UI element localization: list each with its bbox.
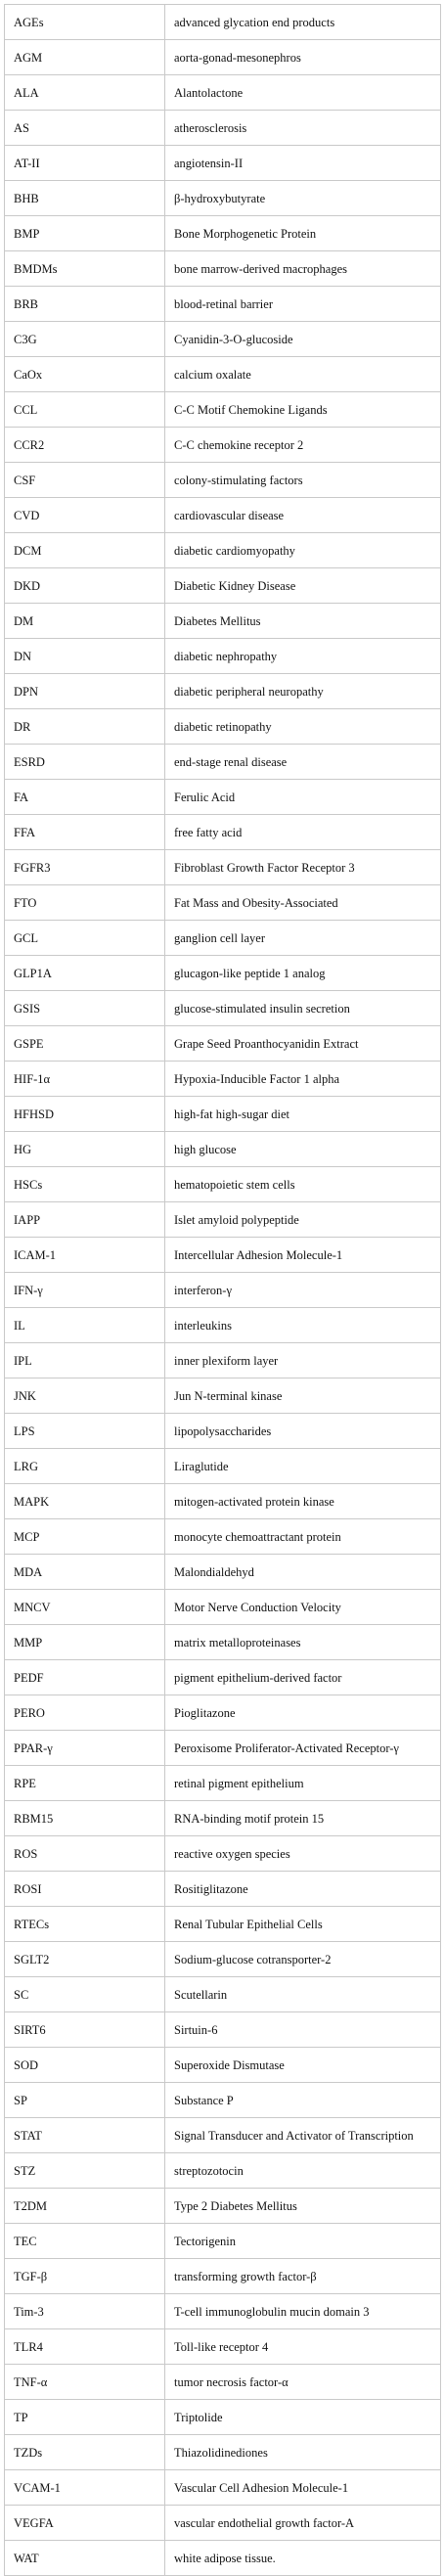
table-row [5,2118,441,2153]
table-row [5,2189,441,2224]
abbreviation-cell: AS [5,111,165,146]
definition-cell: free fatty acid [165,815,441,850]
definition-cell: C-C Motif Chemokine Ligands [165,392,441,428]
definition-cell: Sirtuin-6 [165,2012,441,2048]
abbreviation-cell: GCL [5,921,165,956]
abbreviation-cell: IFN-γ [5,1273,165,1308]
definition-cell: Malondialdehyd [165,1555,441,1590]
abbreviation-cell: SP [5,2083,165,2118]
table-row [5,604,441,639]
definition-cell: white adipose tissue. [165,2541,441,2576]
table-row [5,956,441,991]
abbreviation-cell: DN [5,639,165,674]
definition-cell: glucose-stimulated insulin secretion [165,991,441,1026]
definition-cell: high glucose [165,1132,441,1167]
abbreviation-table-container [4,4,440,2576]
abbreviation-cell: ALA [5,75,165,111]
definition-cell: inner plexiform layer [165,1343,441,1378]
table-row [5,850,441,885]
abbreviation-cell: TEC [5,2224,165,2259]
table-row [5,2435,441,2470]
table-row [5,2365,441,2400]
definition-cell: Substance P [165,2083,441,2118]
table-row [5,1378,441,1414]
abbreviation-cell: AGM [5,40,165,75]
definition-cell: Islet amyloid polypeptide [165,1202,441,1238]
abbreviation-cell: BMDMs [5,251,165,287]
abbreviation-table [4,4,441,2576]
table-row [5,1308,441,1343]
abbreviation-cell: MNCV [5,1590,165,1625]
abbreviation-cell: BHB [5,181,165,216]
abbreviation-cell: HG [5,1132,165,1167]
table-row [5,498,441,533]
abbreviation-cell: MMP [5,1625,165,1660]
table-row [5,1766,441,1801]
table-row [5,1625,441,1660]
definition-cell: pigment epithelium-derived factor [165,1660,441,1695]
definition-cell: Ferulic Acid [165,780,441,815]
definition-cell: Intercellular Adhesion Molecule-1 [165,1238,441,1273]
definition-cell: C-C chemokine receptor 2 [165,428,441,463]
definition-cell: interferon-γ [165,1273,441,1308]
table-row [5,991,441,1026]
definition-cell: Renal Tubular Epithelial Cells [165,1907,441,1942]
definition-cell: hematopoietic stem cells [165,1167,441,1202]
abbreviation-cell: BMP [5,216,165,251]
definition-cell: monocyte chemoattractant protein [165,1519,441,1555]
abbreviation-cell: WAT [5,2541,165,2576]
abbreviation-cell: TP [5,2400,165,2435]
table-row [5,1872,441,1907]
table-row [5,322,441,357]
definition-cell: tumor necrosis factor-α [165,2365,441,2400]
table-row [5,1167,441,1202]
definition-cell: Rositiglitazone [165,1872,441,1907]
definition-cell: Sodium-glucose cotransporter-2 [165,1942,441,1977]
table-row [5,639,441,674]
definition-cell: Scutellarin [165,1977,441,2012]
table-row [5,1695,441,1731]
table-row [5,2541,441,2576]
definition-cell: Alantolactone [165,75,441,111]
definition-cell: Liraglutide [165,1449,441,1484]
table-row [5,2153,441,2189]
table-row [5,780,441,815]
table-row [5,1026,441,1062]
definition-cell: RNA-binding motif protein 15 [165,1801,441,1836]
definition-cell: Hypoxia-Inducible Factor 1 alpha [165,1062,441,1097]
table-row [5,1907,441,1942]
definition-cell: Grape Seed Proanthocyanidin Extract [165,1026,441,1062]
definition-cell: retinal pigment epithelium [165,1766,441,1801]
definition-cell: ganglion cell layer [165,921,441,956]
abbreviation-cell: TNF-α [5,2365,165,2400]
abbreviation-cell: FA [5,780,165,815]
definition-cell: Fibroblast Growth Factor Receptor 3 [165,850,441,885]
abbreviation-cell: CCL [5,392,165,428]
table-row [5,533,441,568]
table-row [5,216,441,251]
table-row [5,1731,441,1766]
definition-cell: Pioglitazone [165,1695,441,1731]
definition-cell: Jun N-terminal kinase [165,1378,441,1414]
abbreviation-cell: CVD [5,498,165,533]
abbreviation-table-body [5,5,441,2576]
abbreviation-cell: ESRD [5,745,165,780]
definition-cell: Bone Morphogenetic Protein [165,216,441,251]
definition-cell: atherosclerosis [165,111,441,146]
abbreviation-cell: GSPE [5,1026,165,1062]
definition-cell: diabetic retinopathy [165,709,441,745]
table-row [5,745,441,780]
abbreviation-cell: PEDF [5,1660,165,1695]
definition-cell: end-stage renal disease [165,745,441,780]
table-row [5,1836,441,1872]
definition-cell: aorta-gonad-mesonephros [165,40,441,75]
table-row [5,357,441,392]
table-row [5,2329,441,2365]
definition-cell: Cyanidin-3-O-glucoside [165,322,441,357]
table-row [5,1449,441,1484]
definition-cell: Peroxisome Proliferator-Activated Receptor-γ [165,1731,441,1766]
abbreviation-cell: TLR4 [5,2329,165,2365]
definition-cell: blood-retinal barrier [165,287,441,322]
table-row [5,2470,441,2506]
abbreviation-cell: SOD [5,2048,165,2083]
abbreviation-cell: MCP [5,1519,165,1555]
definition-cell: diabetic cardiomyopathy [165,533,441,568]
definition-cell: bone marrow-derived macrophages [165,251,441,287]
abbreviation-cell: CSF [5,463,165,498]
table-row [5,40,441,75]
definition-cell: colony-stimulating factors [165,463,441,498]
abbreviation-cell: MDA [5,1555,165,1590]
abbreviation-cell: RBM15 [5,1801,165,1836]
definition-cell: calcium oxalate [165,357,441,392]
abbreviation-cell: DCM [5,533,165,568]
table-row [5,885,441,921]
abbreviation-cell: HSCs [5,1167,165,1202]
definition-cell: angiotensin-II [165,146,441,181]
definition-cell: lipopolysaccharides [165,1414,441,1449]
abbreviation-cell: DKD [5,568,165,604]
definition-cell: reactive oxygen species [165,1836,441,1872]
definition-cell: transforming growth factor-β [165,2259,441,2294]
abbreviation-cell: FTO [5,885,165,921]
abbreviation-cell: GLP1A [5,956,165,991]
definition-cell: diabetic peripheral neuropathy [165,674,441,709]
abbreviation-cell: VCAM-1 [5,2470,165,2506]
table-row [5,463,441,498]
table-row [5,709,441,745]
abbreviation-cell: DPN [5,674,165,709]
abbreviation-cell: PERO [5,1695,165,1731]
abbreviation-cell: IAPP [5,1202,165,1238]
definition-cell: Thiazolidinediones [165,2435,441,2470]
abbreviation-cell: VEGFA [5,2506,165,2541]
definition-cell: Type 2 Diabetes Mellitus [165,2189,441,2224]
abbreviation-cell: SIRT6 [5,2012,165,2048]
abbreviation-cell: DM [5,604,165,639]
table-row [5,1273,441,1308]
abbreviation-cell: HFHSD [5,1097,165,1132]
definition-cell: high-fat high-sugar diet [165,1097,441,1132]
abbreviation-cell: PPAR-γ [5,1731,165,1766]
table-row [5,428,441,463]
table-row [5,1942,441,1977]
abbreviation-cell: HIF-1α [5,1062,165,1097]
table-row [5,1801,441,1836]
table-row [5,2012,441,2048]
abbreviation-cell: TZDs [5,2435,165,2470]
definition-cell: Signal Transducer and Activator of Transcription [165,2118,441,2153]
abbreviation-cell: STZ [5,2153,165,2189]
table-row [5,1484,441,1519]
table-row [5,1132,441,1167]
table-row [5,251,441,287]
abbreviation-cell: FGFR3 [5,850,165,885]
table-row [5,674,441,709]
table-row [5,1555,441,1590]
definition-cell: β-hydroxybutyrate [165,181,441,216]
table-row [5,2048,441,2083]
table-row [5,146,441,181]
abbreviation-cell: Tim-3 [5,2294,165,2329]
abbreviation-cell: C3G [5,322,165,357]
abbreviation-cell: IL [5,1308,165,1343]
abbreviation-cell: RPE [5,1766,165,1801]
definition-cell: mitogen-activated protein kinase [165,1484,441,1519]
abbreviation-cell: JNK [5,1378,165,1414]
abbreviation-cell: ICAM-1 [5,1238,165,1273]
definition-cell: Triptolide [165,2400,441,2435]
table-row [5,2400,441,2435]
table-row [5,2083,441,2118]
table-row [5,2506,441,2541]
abbreviation-cell: GSIS [5,991,165,1026]
table-row [5,1590,441,1625]
table-row [5,1062,441,1097]
table-row [5,1660,441,1695]
definition-cell: Motor Nerve Conduction Velocity [165,1590,441,1625]
table-row [5,2259,441,2294]
table-row [5,2224,441,2259]
definition-cell: diabetic nephropathy [165,639,441,674]
abbreviation-cell: ROS [5,1836,165,1872]
definition-cell: T-cell immunoglobulin mucin domain 3 [165,2294,441,2329]
definition-cell: Toll-like receptor 4 [165,2329,441,2365]
abbreviation-cell: CCR2 [5,428,165,463]
table-row [5,1343,441,1378]
table-row [5,921,441,956]
abbreviation-cell: AGEs [5,5,165,40]
definition-cell: advanced glycation end products [165,5,441,40]
table-row [5,75,441,111]
abbreviation-cell: AT-II [5,146,165,181]
table-row [5,287,441,322]
abbreviation-cell: ROSI [5,1872,165,1907]
definition-cell: Fat Mass and Obesity-Associated [165,885,441,921]
definition-cell: Diabetes Mellitus [165,604,441,639]
definition-cell: vascular endothelial growth factor-A [165,2506,441,2541]
table-row [5,568,441,604]
definition-cell: Diabetic Kidney Disease [165,568,441,604]
table-row [5,1414,441,1449]
abbreviation-cell: MAPK [5,1484,165,1519]
abbreviation-cell: SGLT2 [5,1942,165,1977]
definition-cell: glucagon-like peptide 1 analog [165,956,441,991]
table-row [5,1097,441,1132]
abbreviation-cell: SC [5,1977,165,2012]
abbreviation-cell: T2DM [5,2189,165,2224]
abbreviation-cell: LPS [5,1414,165,1449]
table-row [5,1238,441,1273]
definition-cell: matrix metalloproteinases [165,1625,441,1660]
table-row [5,815,441,850]
table-row [5,1202,441,1238]
table-row [5,5,441,40]
table-row [5,111,441,146]
table-row [5,1519,441,1555]
abbreviation-cell: STAT [5,2118,165,2153]
table-row [5,181,441,216]
table-row [5,2294,441,2329]
abbreviation-cell: TGF-β [5,2259,165,2294]
table-row [5,392,441,428]
definition-cell: streptozotocin [165,2153,441,2189]
definition-cell: Tectorigenin [165,2224,441,2259]
abbreviation-cell: CaOx [5,357,165,392]
abbreviation-cell: FFA [5,815,165,850]
definition-cell: Vascular Cell Adhesion Molecule-1 [165,2470,441,2506]
abbreviation-cell: LRG [5,1449,165,1484]
definition-cell: cardiovascular disease [165,498,441,533]
abbreviation-cell: DR [5,709,165,745]
abbreviation-cell: BRB [5,287,165,322]
abbreviation-cell: IPL [5,1343,165,1378]
abbreviation-cell: RTECs [5,1907,165,1942]
table-row [5,1977,441,2012]
definition-cell: interleukins [165,1308,441,1343]
definition-cell: Superoxide Dismutase [165,2048,441,2083]
